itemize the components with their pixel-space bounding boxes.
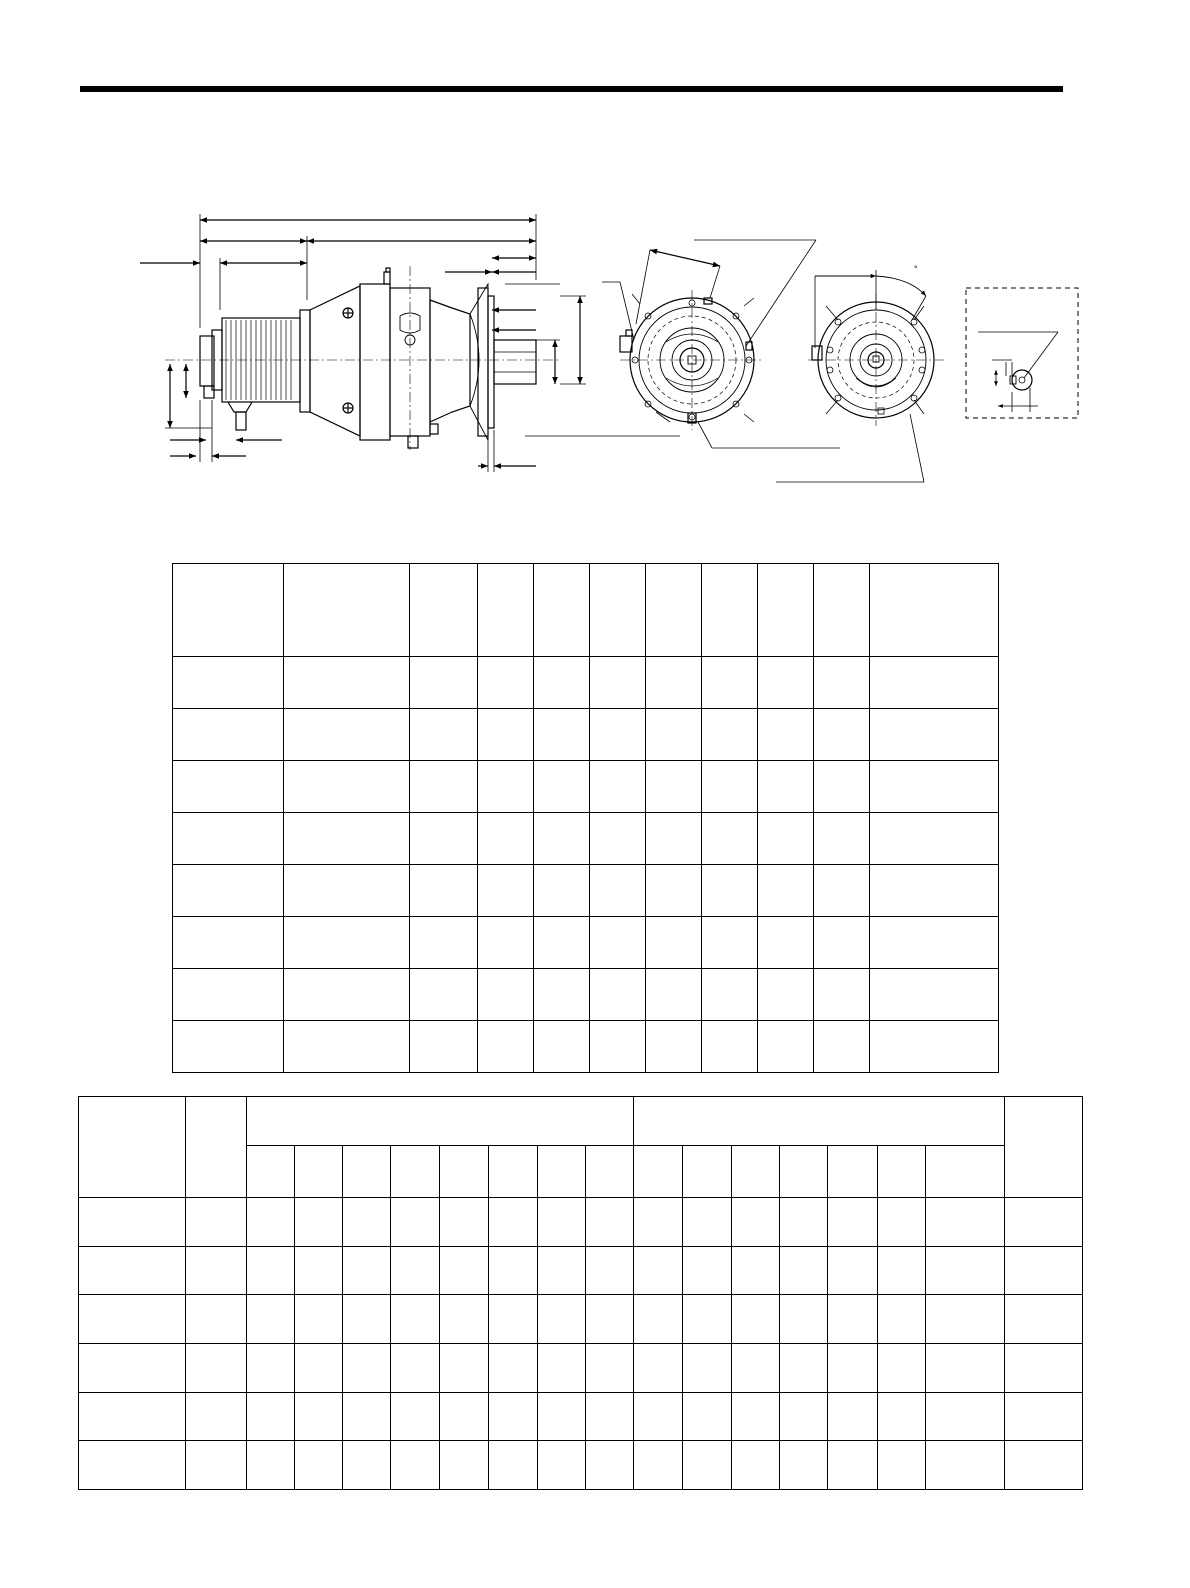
table-header-cell [186, 1097, 246, 1198]
table-cell [878, 1344, 926, 1393]
table-subheader-cell [779, 1145, 827, 1198]
table-subheader-cell [537, 1145, 585, 1198]
table-row [173, 917, 999, 969]
angle-mark: ° [914, 264, 918, 274]
table-cell [1004, 1246, 1082, 1295]
dimension-table-lower [78, 1096, 1083, 1490]
table-cell [534, 969, 590, 1021]
table-cell [284, 657, 410, 709]
table-cell [478, 657, 534, 709]
table-cell [284, 564, 410, 657]
table-row [173, 761, 999, 813]
table-cell [926, 1198, 1004, 1247]
table-cell [410, 1021, 478, 1073]
table-cell [870, 969, 999, 1021]
table-cell [814, 761, 870, 813]
table-cell [827, 1344, 877, 1393]
table-cell [702, 657, 758, 709]
table-cell [926, 1344, 1004, 1393]
front-flange-view [602, 240, 840, 448]
table-cell [870, 564, 999, 657]
table-cell [478, 564, 534, 657]
table-cell [294, 1295, 342, 1344]
table-cell [590, 1021, 646, 1073]
table-cell [246, 1441, 294, 1490]
table-cell [343, 1198, 391, 1247]
table-subheader-cell [294, 1145, 342, 1198]
table-row [79, 1198, 1083, 1247]
table-cell [590, 865, 646, 917]
table-cell [870, 657, 999, 709]
table-cell [410, 564, 478, 657]
table-cell [186, 1246, 246, 1295]
table-row [79, 1392, 1083, 1441]
table-cell [294, 1198, 342, 1247]
table-cell [410, 813, 478, 865]
table-cell [410, 917, 478, 969]
table-cell [590, 969, 646, 1021]
table-cell [478, 709, 534, 761]
table-cell [534, 761, 590, 813]
dimension-table-lower-body [79, 1097, 1083, 1490]
table-cell [391, 1441, 440, 1490]
table-cell [186, 1295, 246, 1344]
table-cell [702, 761, 758, 813]
table-cell [391, 1344, 440, 1393]
table-cell [646, 813, 702, 865]
table-row [79, 1246, 1083, 1295]
table-cell [173, 1021, 284, 1073]
table-cell [870, 917, 999, 969]
table-cell [758, 865, 814, 917]
table-cell [878, 1392, 926, 1441]
table-cell [246, 1246, 294, 1295]
table-cell [410, 865, 478, 917]
table-cell [478, 969, 534, 1021]
table-cell [585, 1198, 633, 1247]
table-cell [294, 1246, 342, 1295]
table-cell [488, 1246, 537, 1295]
table-cell [343, 1246, 391, 1295]
table-cell [534, 709, 590, 761]
table-cell [590, 761, 646, 813]
table-header-row [173, 564, 999, 657]
table-cell [478, 813, 534, 865]
table-header-cell [1004, 1097, 1082, 1198]
table-cell [590, 657, 646, 709]
table-cell [79, 1198, 186, 1247]
table-cell [79, 1246, 186, 1295]
table-cell [173, 969, 284, 1021]
table-subheader-cell [391, 1145, 440, 1198]
table-cell [478, 865, 534, 917]
table-cell [814, 813, 870, 865]
table-cell [646, 709, 702, 761]
table-cell [878, 1441, 926, 1490]
table-cell [410, 761, 478, 813]
table-cell [534, 813, 590, 865]
table-row [173, 865, 999, 917]
table-subheader-cell [246, 1145, 294, 1198]
table-cell [870, 761, 999, 813]
table-cell [731, 1392, 779, 1441]
table-cell [646, 969, 702, 1021]
table-header-cell [79, 1097, 186, 1198]
table-cell [79, 1441, 186, 1490]
table-group-header [246, 1097, 634, 1146]
table-cell [683, 1246, 731, 1295]
table-cell [731, 1344, 779, 1393]
table-subheader-cell [683, 1145, 731, 1198]
table-row [173, 813, 999, 865]
table-cell [534, 564, 590, 657]
table-cell [827, 1295, 877, 1344]
table-row [79, 1441, 1083, 1490]
table-cell [246, 1344, 294, 1393]
table-cell [284, 917, 410, 969]
table-cell [814, 1021, 870, 1073]
table-cell [926, 1295, 1004, 1344]
table-cell [186, 1344, 246, 1393]
table-cell [284, 709, 410, 761]
table-cell [926, 1441, 1004, 1490]
table-cell [758, 709, 814, 761]
table-cell [870, 709, 999, 761]
table-cell [878, 1198, 926, 1247]
table-cell [878, 1295, 926, 1344]
rear-motor-view [776, 270, 944, 482]
table-cell [779, 1441, 827, 1490]
table-cell [702, 813, 758, 865]
table-cell [1004, 1344, 1082, 1393]
table-cell [294, 1344, 342, 1393]
table-cell [634, 1198, 683, 1247]
table-cell [731, 1198, 779, 1247]
table-cell [173, 813, 284, 865]
table-cell [585, 1344, 633, 1393]
table-cell [534, 657, 590, 709]
table-cell [702, 1021, 758, 1073]
table-cell [758, 813, 814, 865]
table-cell [391, 1295, 440, 1344]
table-cell [284, 1021, 410, 1073]
table-cell [488, 1295, 537, 1344]
table-cell [731, 1295, 779, 1344]
table-subheader-cell [827, 1145, 877, 1198]
table-cell [646, 657, 702, 709]
table-cell [779, 1246, 827, 1295]
table-cell [827, 1392, 877, 1441]
table-cell [634, 1441, 683, 1490]
table-cell [814, 709, 870, 761]
gearmotor-dimension-drawing [0, 200, 1190, 500]
table-cell [343, 1441, 391, 1490]
table-cell [246, 1295, 294, 1344]
table-cell [391, 1246, 440, 1295]
table-cell [186, 1441, 246, 1490]
table-cell [440, 1441, 488, 1490]
table-cell [537, 1246, 585, 1295]
table-cell [585, 1441, 633, 1490]
table-subheader-cell [488, 1145, 537, 1198]
table-cell [173, 865, 284, 917]
table-cell [779, 1344, 827, 1393]
table-subheader-cell [878, 1145, 926, 1198]
table-row [173, 657, 999, 709]
table-cell [537, 1295, 585, 1344]
table-cell [79, 1392, 186, 1441]
table-cell [534, 1021, 590, 1073]
table-cell [440, 1295, 488, 1344]
table-cell [731, 1441, 779, 1490]
table-cell [814, 564, 870, 657]
table-cell [79, 1344, 186, 1393]
table-cell [646, 761, 702, 813]
table-cell [186, 1392, 246, 1441]
table-cell [590, 709, 646, 761]
table-cell [284, 813, 410, 865]
header-rule [80, 86, 1063, 92]
table-cell [870, 813, 999, 865]
table-cell [343, 1295, 391, 1344]
table-subheader-cell [440, 1145, 488, 1198]
table-cell [186, 1198, 246, 1247]
table-subheader-cell [634, 1145, 683, 1198]
table-cell [537, 1344, 585, 1393]
table-row [79, 1295, 1083, 1344]
table-cell [1004, 1441, 1082, 1490]
table-cell [702, 709, 758, 761]
table-group-header-row [79, 1097, 1083, 1146]
table-cell [590, 917, 646, 969]
table-cell [634, 1392, 683, 1441]
table-cell [173, 917, 284, 969]
table-cell [410, 709, 478, 761]
table-cell [634, 1246, 683, 1295]
table-cell [294, 1441, 342, 1490]
table-cell [758, 761, 814, 813]
table-cell [814, 657, 870, 709]
table-cell [173, 709, 284, 761]
table-cell [585, 1392, 633, 1441]
table-row [173, 709, 999, 761]
table-cell [537, 1392, 585, 1441]
table-cell [440, 1392, 488, 1441]
table-cell [284, 761, 410, 813]
table-cell [294, 1392, 342, 1441]
table-cell [646, 865, 702, 917]
side-elevation-view [140, 214, 680, 472]
table-cell [758, 969, 814, 1021]
table-cell [758, 1021, 814, 1073]
table-cell [478, 1021, 534, 1073]
table-cell [702, 865, 758, 917]
table-cell [410, 657, 478, 709]
table-cell [478, 761, 534, 813]
table-cell [1004, 1392, 1082, 1441]
table-cell [246, 1198, 294, 1247]
table-subheader-cell [585, 1145, 633, 1198]
table-cell [779, 1295, 827, 1344]
table-cell [284, 865, 410, 917]
table-cell [827, 1441, 877, 1490]
table-cell [683, 1392, 731, 1441]
table-cell [870, 865, 999, 917]
table-cell [814, 865, 870, 917]
table-cell [173, 761, 284, 813]
table-cell [343, 1344, 391, 1393]
table-cell [173, 657, 284, 709]
table-cell [731, 1246, 779, 1295]
table-row [173, 1021, 999, 1073]
table-cell [758, 657, 814, 709]
table-subheader-cell [731, 1145, 779, 1198]
table-cell [440, 1246, 488, 1295]
table-cell [1004, 1295, 1082, 1344]
table-cell [646, 917, 702, 969]
table-subheader-cell [343, 1145, 391, 1198]
table-cell [488, 1198, 537, 1247]
table-cell [410, 969, 478, 1021]
shaft-key-detail [966, 288, 1078, 418]
table-cell [440, 1198, 488, 1247]
table-cell [683, 1441, 731, 1490]
table-cell [683, 1198, 731, 1247]
table-cell [391, 1392, 440, 1441]
table-cell [478, 917, 534, 969]
table-cell [814, 917, 870, 969]
table-row [79, 1344, 1083, 1393]
table-cell [246, 1392, 294, 1441]
table-cell [683, 1344, 731, 1393]
table-row [173, 969, 999, 1021]
table-cell [827, 1246, 877, 1295]
table-cell [284, 969, 410, 1021]
table-cell [585, 1295, 633, 1344]
table-cell [683, 1295, 731, 1344]
table-cell [702, 564, 758, 657]
table-cell [779, 1392, 827, 1441]
table-group-header [634, 1097, 1004, 1146]
table-cell [534, 917, 590, 969]
dimension-table-upper-body [173, 564, 999, 1073]
table-cell [440, 1344, 488, 1393]
table-cell [590, 564, 646, 657]
table-cell [702, 917, 758, 969]
table-cell [1004, 1198, 1082, 1247]
table-cell [488, 1392, 537, 1441]
table-cell [926, 1246, 1004, 1295]
table-cell [173, 564, 284, 657]
table-cell [779, 1198, 827, 1247]
table-cell [391, 1198, 440, 1247]
table-subheader-cell [926, 1145, 1004, 1198]
table-cell [926, 1392, 1004, 1441]
table-cell [634, 1344, 683, 1393]
table-cell [79, 1295, 186, 1344]
table-cell [758, 564, 814, 657]
table-cell [646, 564, 702, 657]
table-cell [488, 1344, 537, 1393]
table-cell [537, 1441, 585, 1490]
table-cell [488, 1441, 537, 1490]
table-cell [878, 1246, 926, 1295]
table-cell [870, 1021, 999, 1073]
table-cell [590, 813, 646, 865]
table-cell [534, 865, 590, 917]
table-cell [827, 1198, 877, 1247]
table-cell [585, 1246, 633, 1295]
table-cell [343, 1392, 391, 1441]
table-cell [537, 1198, 585, 1247]
table-cell [646, 1021, 702, 1073]
table-cell [702, 969, 758, 1021]
table-cell [758, 917, 814, 969]
dimension-table-upper [172, 563, 999, 1073]
table-cell [634, 1295, 683, 1344]
table-cell [814, 969, 870, 1021]
